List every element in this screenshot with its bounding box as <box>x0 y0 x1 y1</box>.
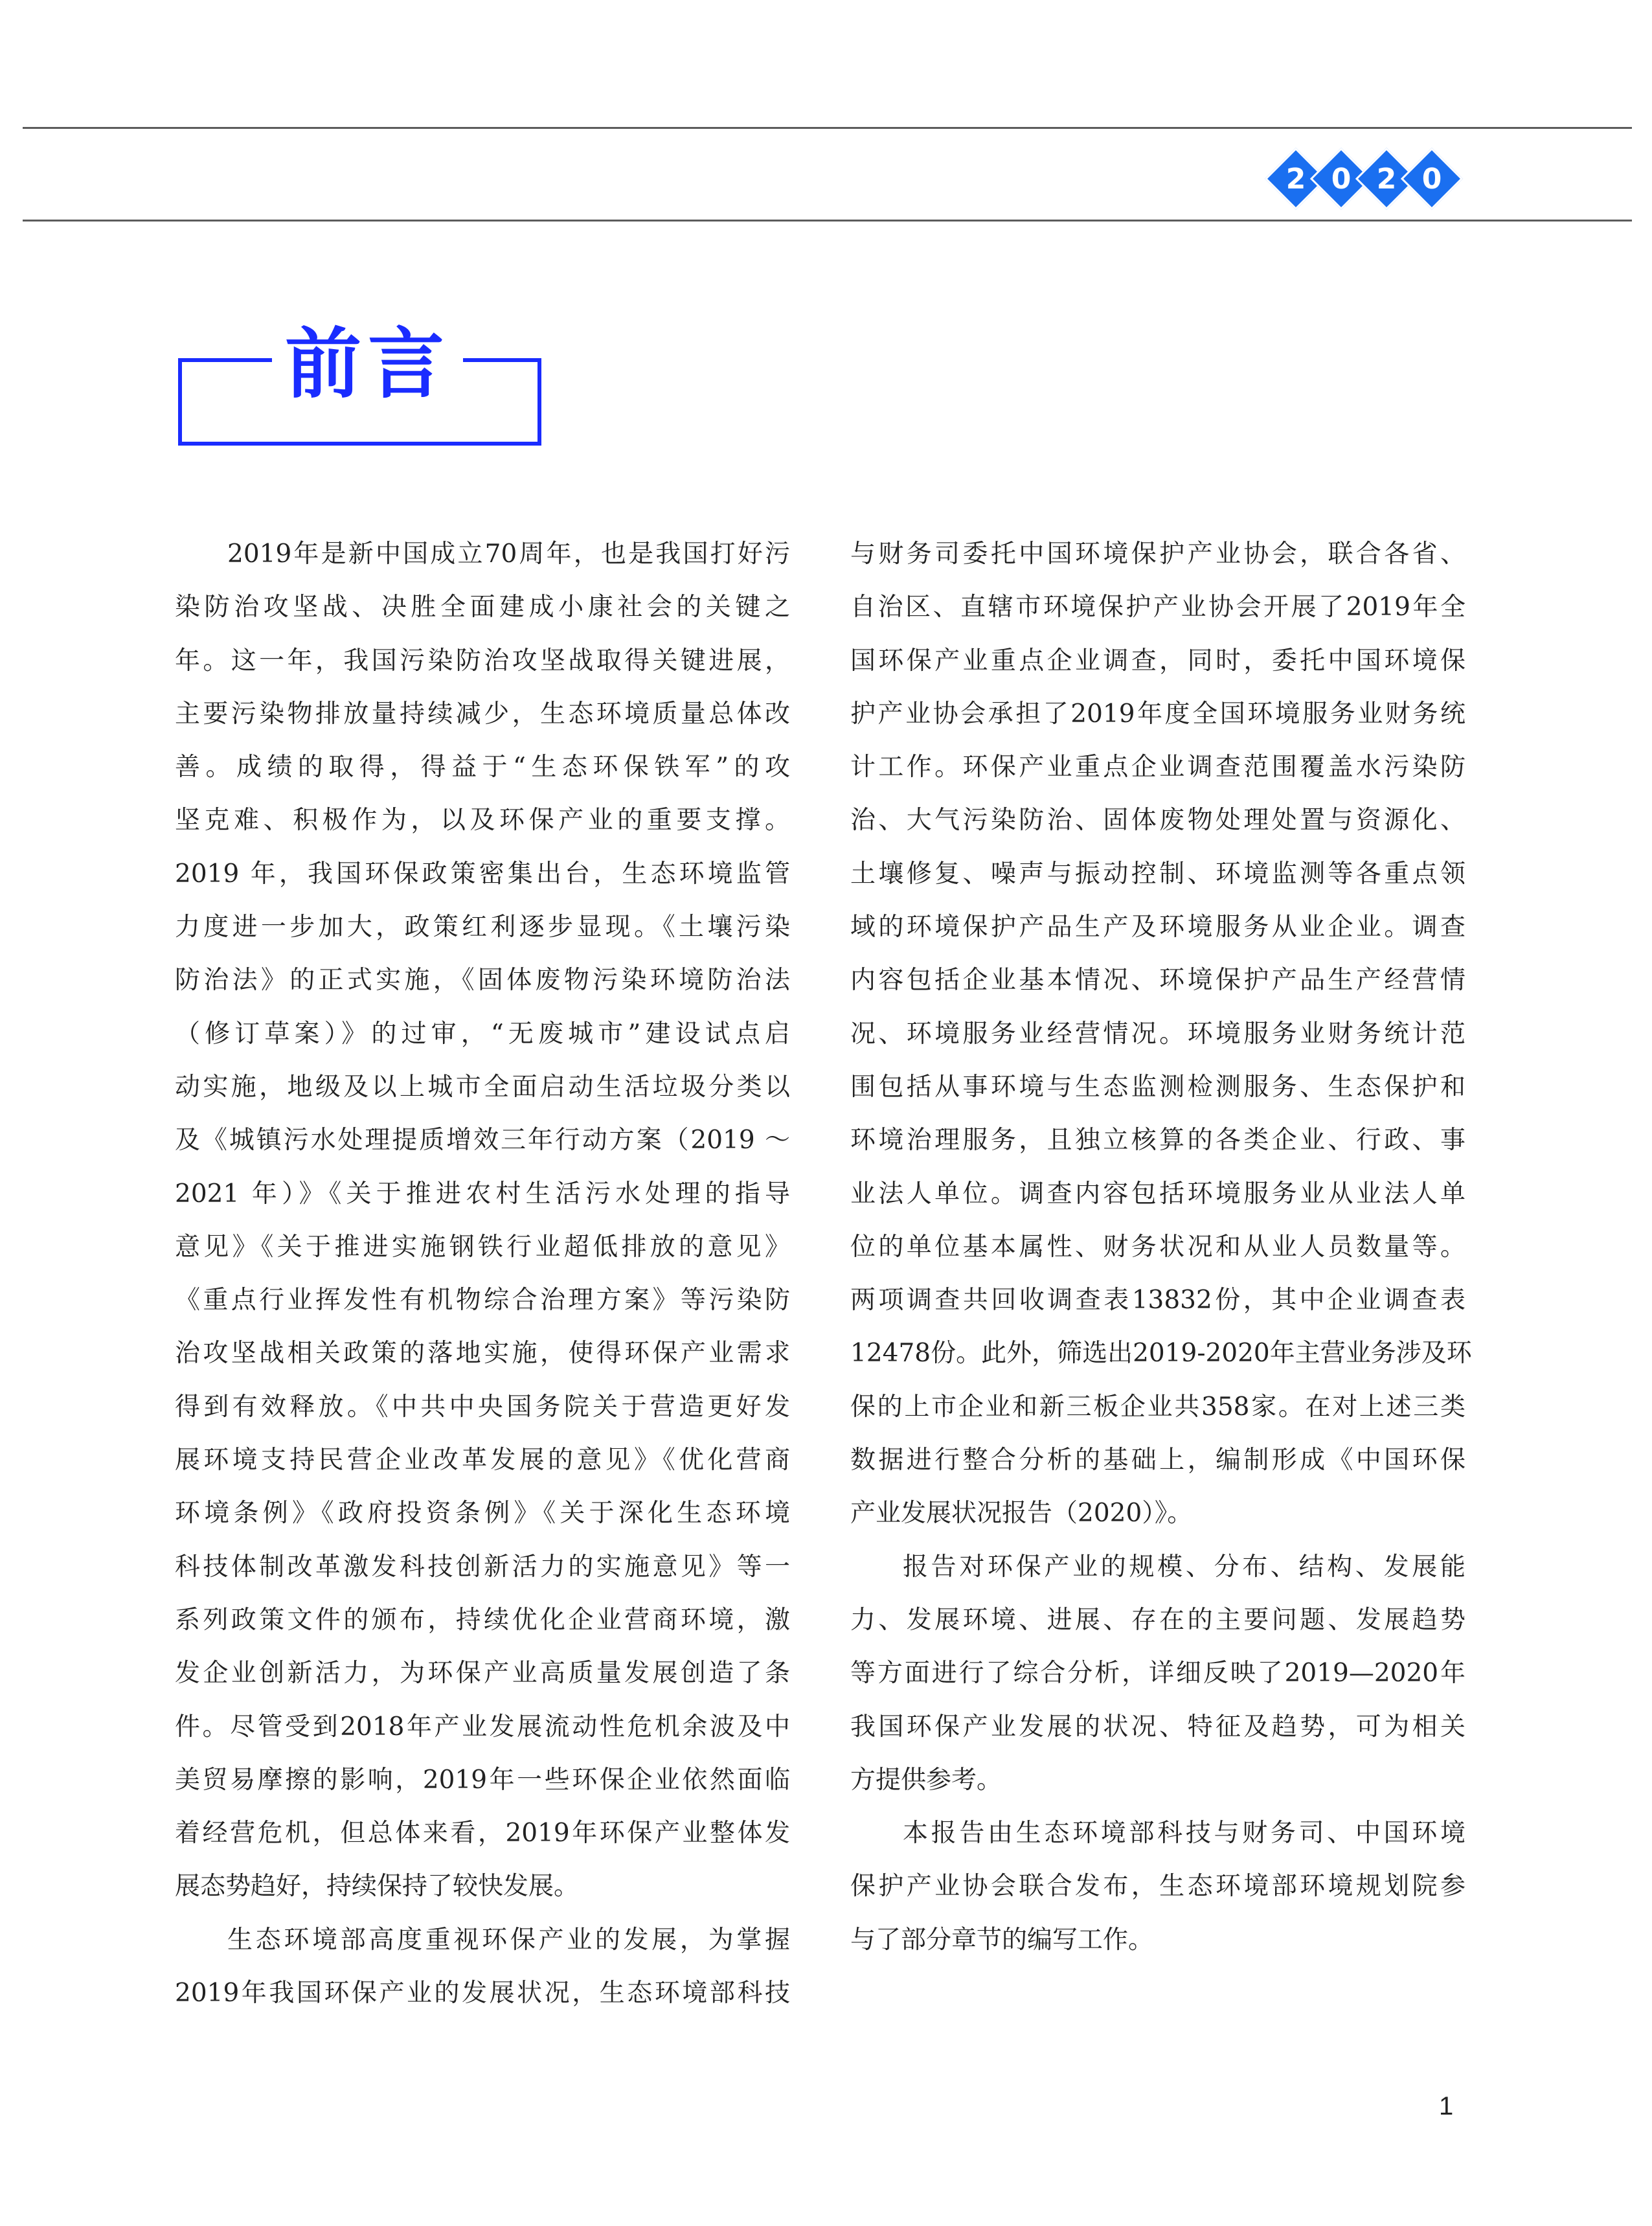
text-line: 围包括从事环境与生态监测检测服务、生态保护和 <box>850 1072 1465 1102</box>
text-line: 计工作。环保产业重点企业调查范围覆盖水污染防 <box>850 753 1465 782</box>
text-line: 自治区、直辖市环境保护产业协会开展了2019年全 <box>850 593 1465 622</box>
text-line: 方提供参考。 <box>850 1765 1002 1795</box>
text-line: 着经营危机，但总体来看，2019年环保产业整体发 <box>175 1819 790 1848</box>
text-line: 意见》《关于推进实施钢铁行业超低排放的意见》 <box>175 1232 790 1262</box>
text-line: 国环保产业重点企业调查，同时，委托中国环境保 <box>850 646 1465 676</box>
text-line: 护产业协会承担了2019年度全国环境服务业财务统 <box>850 699 1465 729</box>
text-line: 及《城镇污水处理提质增效三年行动方案（2019 ～ <box>175 1126 790 1155</box>
text-line: 《重点行业挥发性有机物综合治理方案》等污染防 <box>175 1286 790 1315</box>
title-frame-top-left <box>178 358 272 362</box>
title-frame-top-right <box>463 358 541 362</box>
year-digit-diamond: 0 <box>1402 149 1462 209</box>
text-line: 与财务司委托中国环境保护产业协会，联合各省、 <box>850 539 1465 569</box>
text-line: 动实施，地级及以上城市全面启动生活垃圾分类以 <box>175 1072 790 1102</box>
header-rule-bottom <box>23 220 1632 221</box>
text-line: 美贸易摩擦的影响，2019年一些环保企业依然面临 <box>175 1765 790 1795</box>
text-line: 内容包括企业基本情况、环境保护产品生产经营情 <box>850 966 1465 995</box>
text-line: 系列政策文件的颁布，持续优化企业营商环境，激 <box>175 1605 790 1635</box>
text-line: 展环境支持民营企业改革发展的意见》《优化营商 <box>175 1446 790 1475</box>
text-line: 治、大气污染防治、固体废物处理处置与资源化、 <box>850 806 1465 835</box>
text-line: 2019年是新中国成立70周年，也是我国打好污 <box>227 539 790 569</box>
text-line: 科技体制改革激发科技创新活力的实施意见》等一 <box>175 1552 790 1582</box>
text-line: 12478份。此外，筛选出2019-2020年主营业务涉及环 <box>850 1339 1472 1369</box>
text-line: 2021 年）》《关于推进农村生活污水处理的指导 <box>175 1179 790 1209</box>
text-line: 年。这一年，我国污染防治攻坚战取得关键进展， <box>175 646 790 676</box>
text-line: 域的环境保护产品生产及环境服务从业企业。调查 <box>850 913 1465 942</box>
text-line: 得到有效释放。《中共中央国务院关于营造更好发 <box>175 1392 790 1422</box>
year-digit-diamond: 0 <box>1311 149 1371 209</box>
year-digit-diamond: 2 <box>1357 149 1416 209</box>
text-line: 治攻坚战相关政策的落地实施，使得环保产业需求 <box>175 1339 790 1369</box>
page-title: 前言 <box>284 319 451 409</box>
left-text-column <box>175 528 790 2020</box>
year-badge <box>1266 144 1467 215</box>
text-line: 报告对环保产业的规模、分布、结构、发展能 <box>903 1552 1465 1582</box>
text-line: 2019 年，我国环保政策密集出台，生态环境监管 <box>175 859 790 889</box>
text-line: 主要污染物排放量持续减少，生态环境质量总体改 <box>175 699 790 729</box>
text-line: 生态环境部高度重视环保产业的发展，为掌握 <box>227 1925 790 1955</box>
text-line: 与了部分章节的编写工作。 <box>850 1925 1154 1955</box>
year-digit-diamond: 2 <box>1266 149 1326 209</box>
text-line: （修订草案）》的过审，“无废城市”建设试点启 <box>175 1019 790 1049</box>
text-line: 业法人单位。调查内容包括环境服务业从业法人单 <box>850 1179 1465 1209</box>
text-line: 保的上市企业和新三板企业共358家。在对上述三类 <box>850 1392 1465 1422</box>
text-line: 产业发展状况报告（2020）》。 <box>850 1499 1193 1528</box>
text-line: 发企业创新活力，为环保产业高质量发展创造了条 <box>175 1659 790 1688</box>
right-text-column <box>850 528 1472 1967</box>
text-line: 两项调查共回收调查表13832份，其中企业调查表 <box>850 1286 1465 1315</box>
text-line: 土壤修复、噪声与振动控制、环境监测等各重点领 <box>850 859 1465 889</box>
text-line: 善。成绩的取得，得益于“生态环保铁军”的攻 <box>175 753 790 782</box>
text-line: 环境治理服务，且独立核算的各类企业、行政、事 <box>850 1126 1465 1155</box>
text-line: 等方面进行了综合分析，详细反映了2019—2020年 <box>850 1659 1465 1688</box>
text-line: 染防治攻坚战、决胜全面建成小康社会的关键之 <box>175 593 790 622</box>
text-line: 力、发展环境、进展、存在的主要问题、发展趋势 <box>850 1605 1465 1635</box>
text-line: 件。尽管受到2018年产业发展流动性危机余波及中 <box>175 1712 790 1742</box>
text-line: 位的单位基本属性、财务状况和从业人员数量等。 <box>850 1232 1465 1262</box>
text-line: 环境条例》《政府投资条例》《关于深化生态环境 <box>175 1499 790 1528</box>
text-line: 况、环境服务业经营情况。环境服务业财务统计范 <box>850 1019 1465 1049</box>
text-line: 力度进一步加大，政策红利逐步显现。《土壤污染 <box>175 913 790 942</box>
text-line: 2019年我国环保产业的发展状况，生态环境部科技 <box>175 1979 790 2008</box>
page-number: 1 <box>1439 2092 1454 2120</box>
text-line: 坚克难、积极作为，以及环保产业的重要支撑。 <box>175 806 790 835</box>
text-line: 数据进行整合分析的基础上，编制形成《中国环保 <box>850 1446 1465 1475</box>
text-line: 展态势趋好，持续保持了较快发展。 <box>175 1872 580 1902</box>
text-line: 我国环保产业发展的状况、特征及趋势，可为相关 <box>850 1712 1465 1742</box>
text-line: 保护产业协会联合发布，生态环境部环境规划院参 <box>850 1872 1465 1902</box>
header-rule-top <box>23 127 1632 129</box>
text-line: 本报告由生态环境部科技与财务司、中国环境 <box>903 1819 1465 1848</box>
text-line: 防治法》的正式实施，《固体废物污染环境防治法 <box>175 966 790 995</box>
